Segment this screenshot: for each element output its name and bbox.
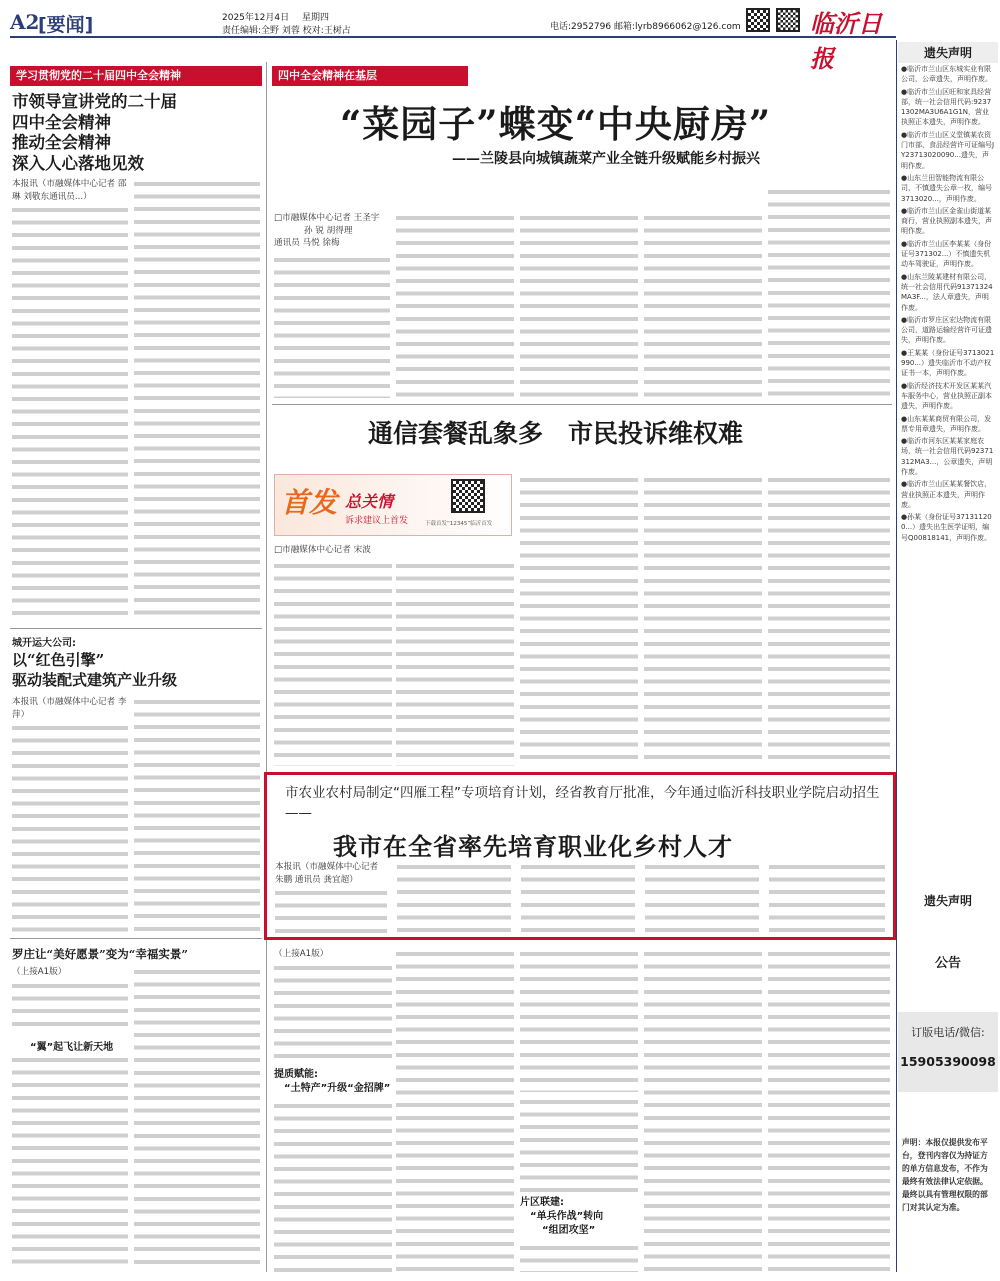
byline: 本报讯（市融媒体中心记者 李萍）: [12, 697, 127, 720]
headline-line: 市领导宣讲党的二十届: [12, 92, 177, 111]
ad-banner: [274, 474, 512, 536]
story-intro: 市农业农村局制定“四雁工程”专项培育计划，经省教育厅批准，今年通过临沂科技职业学院启动招生——: [285, 785, 880, 821]
article-body: [12, 722, 128, 934]
subscribe-phone: 15905390098: [900, 1054, 996, 1069]
article-body: [644, 212, 762, 398]
notice-item: ●临沂市兰山区李某某（身份证号371302...）不慎遗失机动车驾驶证，声明作废。: [901, 239, 992, 269]
main-headline: “菜园子”蝶变“中央厨房”: [340, 102, 772, 146]
ad-title: 首发: [281, 486, 338, 519]
divider: [272, 404, 892, 405]
article-body: [520, 474, 638, 766]
notice-item: ●山东某某商贸有限公司，发票专用章遗失，声明作废。: [901, 414, 992, 433]
article-body: [768, 186, 890, 398]
article-body: [274, 560, 392, 766]
subscribe-box: [898, 1012, 998, 1092]
byline: 本报讯（市融媒体中心记者 朱鹏 通讯员 龚宜超）: [275, 862, 379, 885]
subheadline: ——兰陵县向城镇蔬菜产业全链升级赋能乡村振兴: [452, 151, 760, 167]
article-body: [134, 178, 260, 622]
article-body: [396, 212, 514, 398]
newspaper-logo: 临沂日报: [810, 9, 882, 73]
article-body: [396, 560, 514, 766]
article-body: [12, 204, 128, 622]
notice-item: ●临沂市兰山区东城实业有限公司，公章遗失，声明作废。: [901, 65, 992, 84]
byline: 本报讯（市融媒体中心记者 邵琳 刘敬东通讯员...）: [12, 179, 127, 202]
subhead: “翼”起飞让新天地: [30, 1042, 114, 1053]
byline: □市融媒体中心记者 王圣宇 孙 锐 胡得理 通讯员 马悦 徐梅: [274, 213, 380, 249]
subscribe-label: 订版电话/微信:: [911, 1026, 985, 1039]
section-name: [要闻]: [38, 14, 94, 36]
notice-item: ●临沂经济技术开发区某某汽车服务中心，营业执照正副本遗失，声明作废。: [901, 381, 992, 411]
article-body: [396, 948, 514, 1272]
qr-code-icon: [776, 8, 800, 32]
notice-item: ●临沂市河东区某某家庭农场，统一社会信用代码92371312MA3...，公章遗失，声明作废。: [901, 437, 994, 476]
issue-weekday: 星期四: [302, 13, 330, 23]
subhead: 片区联建: “单兵作战”转向 “组团攻坚”: [520, 1197, 604, 1236]
headline: [12, 650, 262, 690]
column-divider: [266, 62, 267, 1272]
notice-item: ●临沂市兰山区义堂镇某农资门市部，食品经营许可证编号JY23713020090...遗失，声明作废。: [901, 130, 995, 170]
divider: [10, 628, 262, 629]
notice-item: ●临沂市兰山区旺和家具经营部，统一社会信用代码:92371302MA3U6A1G1N，营业执照正本遗失，声明作废。: [901, 87, 992, 127]
masthead: [10, 8, 896, 73]
issue-date: 2025年12月4日: [222, 13, 290, 23]
notice-title: 遗失声明: [898, 42, 998, 63]
byline: （上接A1版）: [12, 967, 67, 977]
divider: [10, 938, 262, 939]
article-body: [520, 1242, 638, 1272]
headline-line: 推动全会精神: [12, 133, 111, 152]
kicker: 城开运大公司:: [12, 638, 76, 649]
ad-sub: 诉求建议上首发: [345, 516, 409, 526]
article-body: [769, 861, 885, 937]
boxed-headline: 我市在全省率先培育职业化乡村人才: [333, 832, 733, 861]
notice-item: ●临沂市兰山区金雀山街道某商行，营业执照副本遗失，声明作废。: [901, 206, 992, 236]
series-bar: 四中全会精神在基层: [272, 66, 468, 86]
notice-list: [901, 64, 995, 870]
editors: 责任编辑:全野 刘蓉 校对:王树占: [222, 26, 351, 36]
article-body: [644, 948, 762, 1272]
headline-line: 四中全会精神: [12, 112, 111, 132]
article-body: [644, 474, 762, 766]
headline-line: 深入人心落地见效: [12, 153, 144, 173]
column-divider: [896, 40, 897, 1272]
byline: （上接A1版）: [274, 949, 329, 959]
article-body: [397, 861, 511, 937]
disclaimer: 声明：本报仅提供发布平台，登刊内容仅为持证方的单方信息发布，不作为最终有效法律认定依据。最终以具有管理权限的部门对其认定为准。: [902, 1138, 988, 1212]
notice-column: [898, 40, 998, 1280]
notice-item: ●山东兰陵某建材有限公司，统一社会信用代码91371324MA3F...，法人章遗失，声明作废。: [901, 272, 993, 312]
ad-qr-caption: 下载首发“12345”临沂首发: [425, 521, 493, 527]
article-body: [275, 887, 387, 937]
article-body: [134, 966, 260, 1272]
headline: 通信套餐乱象多 市民投诉维权难: [368, 419, 744, 448]
article-body: [768, 474, 890, 766]
headline: [12, 92, 262, 174]
notice-item: ●临沂市罗庄区宏达物流有限公司，道路运输经营许可证遗失，声明作废。: [901, 315, 992, 345]
article-body: [274, 1100, 392, 1272]
subhead: 提质赋能: “土特产”升级“金招牌”: [274, 1069, 391, 1094]
notice-item: ●孙某（身份证号371311200...）遗失出生医学证明，编号Q00818141，声明作废。: [901, 513, 992, 542]
article-body: [274, 962, 392, 1064]
article-body: [768, 948, 890, 1272]
headline: 罗庄让“美好愿景”变为“幸福实景”: [12, 947, 188, 961]
notice-label: 公告: [934, 956, 961, 971]
ad-tagline: 总关情: [345, 492, 394, 511]
qr-code-icon: [451, 479, 485, 513]
headline-line: 以“红色引擎”: [12, 651, 105, 669]
qr-code-icon: [746, 8, 770, 32]
page-code: A2: [10, 10, 40, 34]
article-body: [12, 980, 128, 1034]
article-body: [134, 696, 260, 934]
notice-item: ●临沂市兰山区某某餐饮店，营业执照正本遗失，声明作废。: [901, 480, 992, 509]
article-body: [521, 861, 635, 937]
series-bar: 学习贯彻党的二十届四中全会精神: [10, 66, 262, 86]
contact-info: 电话:2952796 邮箱:lyrb8966062@126.com: [550, 22, 741, 32]
featured-story-box: [264, 772, 896, 940]
article-body: [645, 861, 759, 937]
notice-item: ●山东兰田智能物流有限公司，不慎遗失公章一枚，编号3713020...，声明作废。: [901, 173, 992, 203]
notice-item: ●王某某（身份证号3713021990...）遗失临沂市不动产权证书一本，声明作废。: [901, 348, 995, 378]
article-body: [520, 1096, 638, 1192]
article-body: [520, 212, 638, 398]
article-body: [274, 254, 390, 398]
headline-line: 驱动装配式建筑产业升级: [12, 671, 178, 689]
article-body: [520, 948, 638, 1092]
byline: □市融媒体中心记者 宋波: [274, 545, 371, 555]
notice-title-2: 遗失声明: [923, 894, 972, 908]
article-body: [12, 1054, 128, 1272]
